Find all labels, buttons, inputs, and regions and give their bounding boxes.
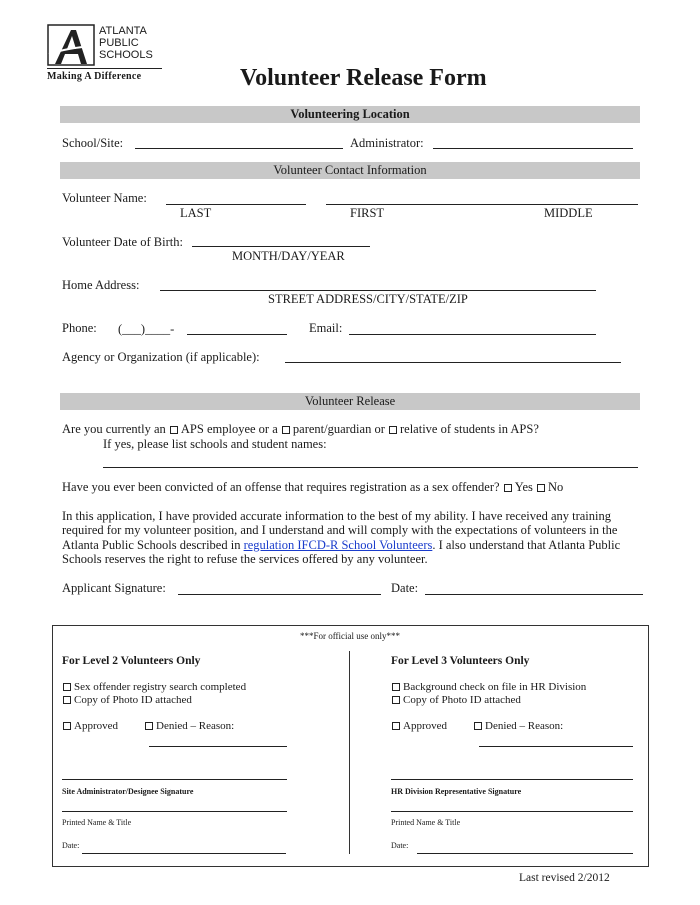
level3-approved-checkbox[interactable] [392,722,400,730]
schools-students-prompt: If yes, please list schools and student names: [103,437,327,451]
email-field[interactable] [349,334,596,335]
level3-item-background [391,680,586,694]
level3-approved-label: Approved [403,720,447,732]
section-volunteering-location: Volunteering Location [60,106,640,123]
dob-label: Volunteer Date of Birth: [62,235,183,249]
last-name-field[interactable] [166,204,306,205]
aps-logo-mark-icon [47,24,97,70]
phone-label: Phone: [62,321,97,335]
level3-printed-name-caption: Printed Name & Title [391,818,461,827]
q1-option-parent: parent/guardian or [292,422,385,436]
level2-reason-field[interactable] [149,746,287,747]
level2-denied-checkbox[interactable] [145,722,153,730]
q2-text: Have you ever been convicted of an offense that requires registration as a sex offender? [62,480,500,494]
no-checkbox[interactable] [537,484,545,492]
school-site-field[interactable] [135,148,343,149]
level3-title: For Level 3 Volunteers Only [391,655,530,667]
last-caption: LAST [180,206,212,220]
background-check-label: Background check on file in HR Division [403,681,587,693]
yes-label: Yes [514,480,533,494]
aps-affiliation-question [62,422,539,436]
schools-students-field[interactable] [103,467,638,468]
level2-item-photo [62,693,192,707]
level3-denied-checkbox[interactable] [474,722,482,730]
q1-option-relative: relative of students in APS? [400,422,539,436]
home-address-field[interactable] [160,290,596,291]
agency-label: Agency or Organization (if applicable): [62,350,260,364]
level2-approved [62,719,118,733]
level3-item-photo [391,693,521,707]
official-use-header: ***For official use only*** [299,631,401,641]
level2-denied-label: Denied – Reason: [156,720,235,732]
level3-photo-id-label: Copy of Photo ID attached [403,694,521,706]
release-statement-part2: . I also understand that Atlanta Public Schools reserves the right to refuse the services offered by any volunteer. [62,537,621,567]
volunteer-name-label: Volunteer Name: [62,191,147,205]
parent-guardian-checkbox[interactable] [282,426,290,434]
aps-employee-checkbox[interactable] [170,426,178,434]
level3-date-label: Date: [391,841,409,850]
level3-printed-name-field[interactable] [391,811,633,812]
school-site-label: School/Site: [62,136,124,150]
last-revised: Last revised 2/2012 [519,872,610,884]
level3-denied-label: Denied – Reason: [485,720,564,732]
level2-denied [144,719,234,733]
dob-field[interactable] [192,246,370,247]
sex-offender-question [62,480,563,494]
yes-checkbox[interactable] [504,484,512,492]
level3-photo-id-checkbox[interactable] [392,696,400,704]
no-label: No [548,480,564,494]
registry-search-label: Sex offender registry search completed [74,681,247,693]
level2-printed-name-field[interactable] [62,811,287,812]
official-use-divider [349,651,350,854]
applicant-signature-label: Applicant Signature: [62,581,166,595]
relative-checkbox[interactable] [389,426,397,434]
level3-signature-field[interactable] [391,779,633,780]
level2-approved-label: Approved [74,720,118,732]
level2-approved-checkbox[interactable] [63,722,71,730]
level2-photo-id-label: Copy of Photo ID attached [74,694,192,706]
level2-item-registry [62,680,246,694]
level2-photo-id-checkbox[interactable] [63,696,71,704]
logo-rule [47,68,162,69]
page-title: Volunteer Release Form [240,65,487,91]
level2-signature-field[interactable] [62,779,287,780]
dob-caption: MONTH/DAY/YEAR [232,249,345,263]
level3-signature-caption: HR Division Representative Signature [391,787,522,796]
q1-intro: Are you currently an [62,422,166,436]
aps-logo [47,24,167,84]
phone-number-field[interactable] [187,334,287,335]
level3-reason-field[interactable] [479,746,633,747]
level2-date-field[interactable] [82,853,286,854]
agency-field[interactable] [285,362,621,363]
first-caption: FIRST [350,206,385,220]
logo-line1: ATLANTA [99,25,147,37]
logo-tagline: Making A Difference [47,71,142,82]
registry-search-checkbox[interactable] [63,683,71,691]
level2-date-label: Date: [62,841,80,850]
section-contact-info: Volunteer Contact Information [60,162,640,179]
address-caption: STREET ADDRESS/CITY/STATE/ZIP [268,292,468,306]
administrator-label: Administrator: [350,136,424,150]
level3-denied [473,719,563,733]
home-address-label: Home Address: [62,278,140,292]
level3-approved [391,719,447,733]
logo-line2: PUBLIC [99,37,139,49]
level3-date-field[interactable] [417,853,633,854]
regulation-link[interactable]: regulation IFCD-R School Volunteers [243,537,433,552]
level2-signature-caption: Site Administrator/Designee Signature [62,787,194,796]
background-check-checkbox[interactable] [392,683,400,691]
administrator-field[interactable] [433,148,633,149]
first-middle-name-field[interactable] [326,204,638,205]
level2-printed-name-caption: Printed Name & Title [62,818,132,827]
applicant-signature-field[interactable] [178,594,381,595]
q1-option-employee: APS employee or a [180,422,278,436]
email-label: Email: [309,321,343,335]
release-statement [62,509,642,567]
section-volunteer-release: Volunteer Release [60,393,640,410]
level2-title: For Level 2 Volunteers Only [62,655,201,667]
applicant-date-label: Date: [391,581,419,595]
logo-line3: SCHOOLS [99,49,153,61]
phone-area-code-field[interactable]: (___)____- [118,322,175,336]
middle-caption: MIDDLE [544,206,593,220]
release-statement-part1: In this application, I have provided accurate information to the best of my ability. I have received any training required for my volunteer position, and I understand and will comply with the expectations of volunteers in the Atlanta Public Schools described in [62,509,618,552]
applicant-date-field[interactable] [425,594,643,595]
